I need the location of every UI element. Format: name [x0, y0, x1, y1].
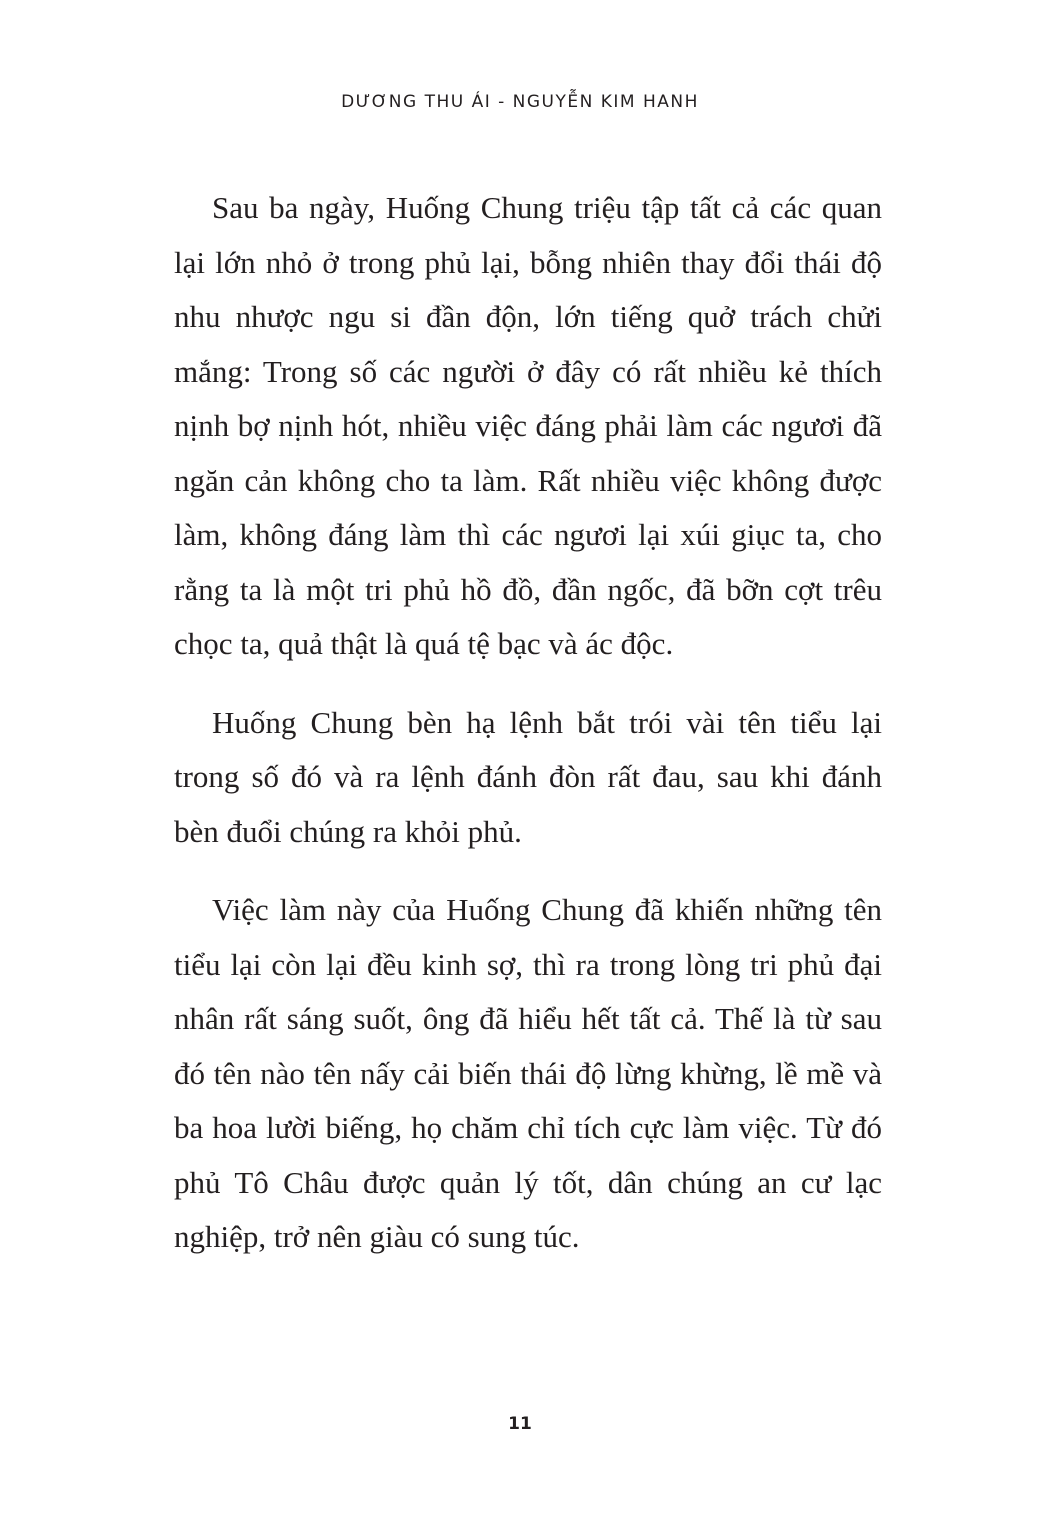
page-number: 11: [508, 1414, 532, 1434]
paragraph-2: Huống Chung bèn hạ lệnh bắt trói vài tên tiểu lại trong số đó và ra lệnh đánh đòn rất đau, sau khi đánh bèn đuổi chúng ra khỏi phủ.: [174, 704, 882, 849]
running-header: DƯƠNG THU ÁI - NGUYỄN KIM HANH: [341, 92, 699, 112]
body-text: [174, 181, 882, 1289]
paragraph-1: Sau ba ngày, Huống Chung triệu tập tất cả các quan lại lớn nhỏ ở trong phủ lại, bỗng nhiên thay đổi thái độ nhu nhược ngu si đần độn, lớn tiếng quở trách chửi mắng: Trong số các người ở đây có rất nhiều kẻ thích nịnh bợ nịnh hót, nhiều việc đáng phải làm các ngươi đã ngăn cản không cho ta làm. Rất nhiều việc không được làm, không đáng làm thì các ngươi lại xúi giục ta, cho rằng ta là một tri phủ hồ đồ, đần ngốc, đã bỡn cợt trêu chọc ta, quả thật là quá tệ bạc và ác độc.: [174, 190, 882, 661]
paragraph-3: Việc làm này của Huống Chung đã khiến những tên tiểu lại còn lại đều kinh sợ, thì ra trong lòng tri phủ đại nhân rất sáng suốt, ông đã hiểu hết tất cả. Thế là từ sau đó tên nào tên nấy cải biến thái độ lừng khừng, lề mề và ba hoa lười biếng, họ chăm chỉ tích cực làm việc. Từ đó phủ Tô Châu được quản lý tốt, dân chúng an cư lạc nghiệp, trở nên giàu có sung túc.: [174, 892, 882, 1254]
